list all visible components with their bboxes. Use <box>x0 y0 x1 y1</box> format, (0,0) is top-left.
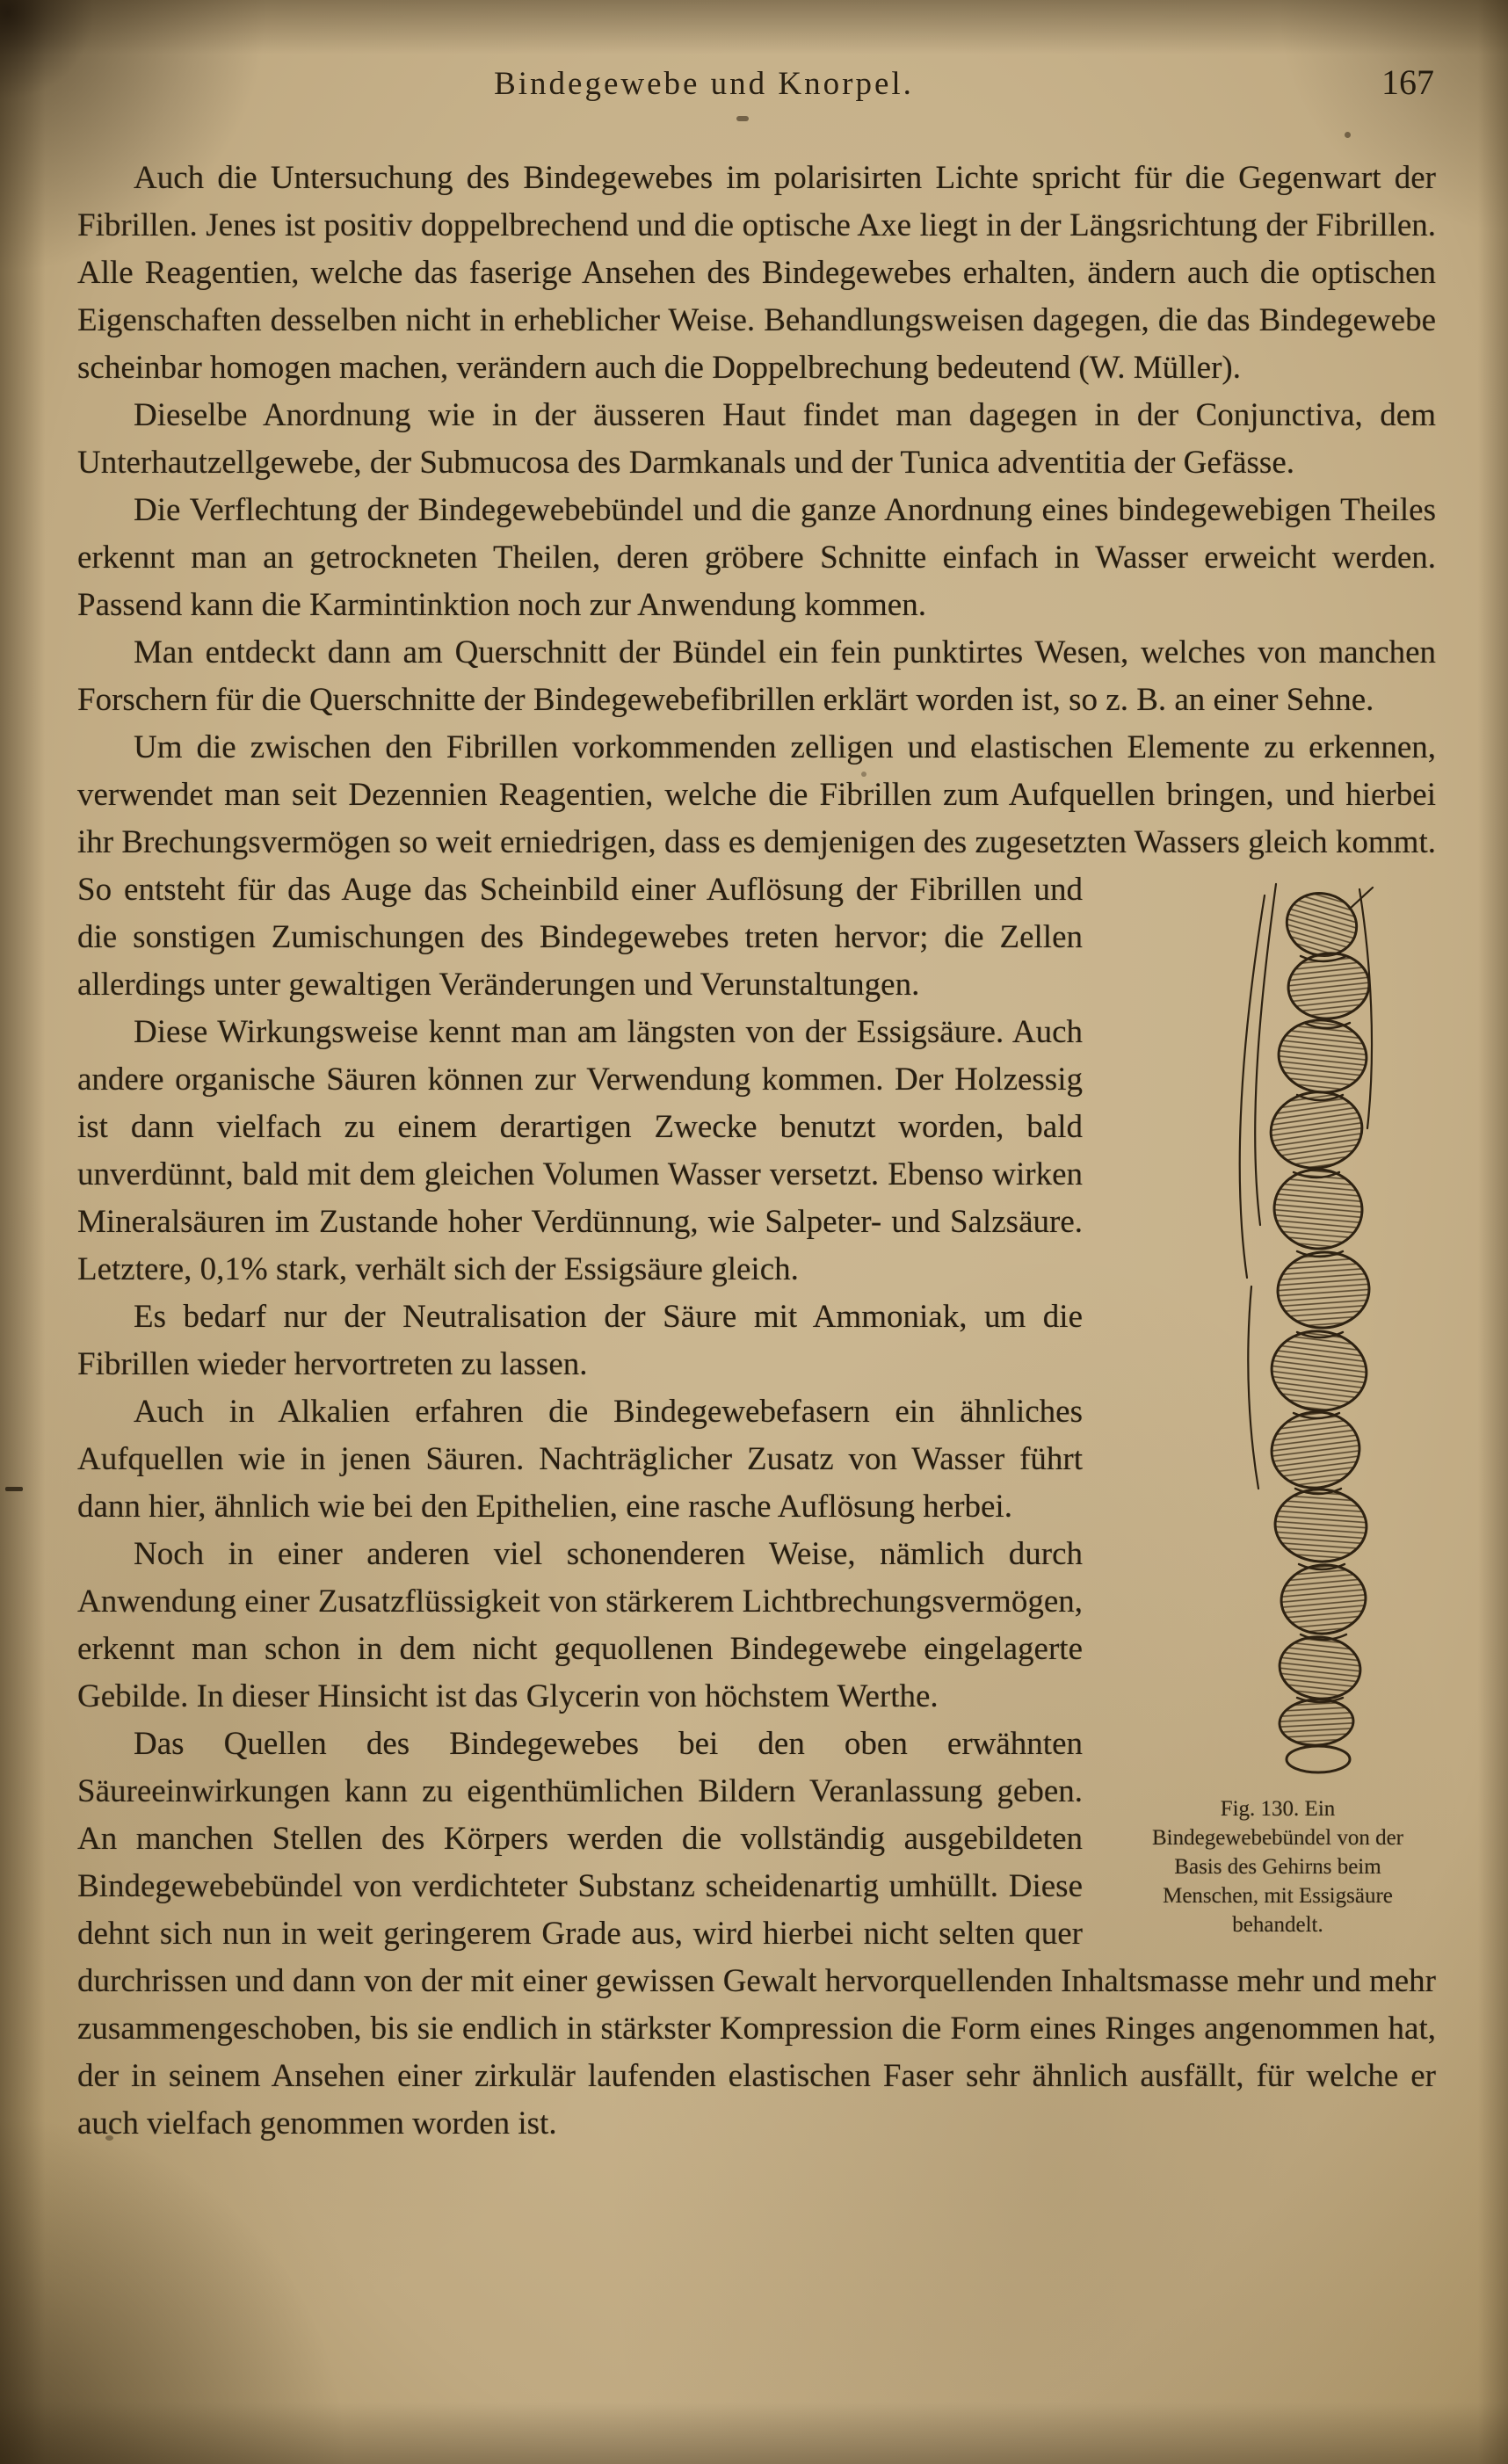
text-block <box>77 155 1436 2148</box>
paragraph-9: Noch in einer anderen viel schonenderen Weise, nämlich durch Anwendung einer Zusatzflüssigkeit von stärkerem Lichtbrechungsvermögen, erkennt man schon in dem nicht gequollenen Bindegewebe eingelagerte Gebilde. In dieser Hinsicht ist das Glycerin von höchstem Werthe. <box>77 1536 1083 1714</box>
figure-drawing <box>1146 873 1410 1779</box>
print-artifact <box>736 116 749 121</box>
paragraph-3: Die Verflechtung der Bindegewebebündel und die ganze Anordnung eines bindegewebigen Theiles erkennt man an getrockneten Theilen, deren gröbere Schnitte einfach in Wasser erweicht werden. Passend kann die Karmintinktion noch zur Anwendung kommen. <box>77 492 1436 623</box>
paragraph-5-narrow: entsteht für das Auge das Scheinbild einer Auflösung der Fibrillen und die sonstigen Zumischungen des Bindegewebes treten hervor; die Zellen allerdings unter gewaltigen Veränderungen und Verunstaltungen. <box>77 872 1084 1003</box>
figure-130 <box>1120 873 1436 1939</box>
paragraph-4: Man entdeckt dann am Querschnitt der Bündel ein fein punktirtes Wesen, welches von manchen Forschern für die Querschnitte der Bindegewebefibrillen erklärt worden ist, so z. B. an einer Sehne. <box>77 634 1436 718</box>
paragraph-2: Dieselbe Anordnung wie in der äusseren Haut findet man dagegen in der Conjunctiva, dem Unterhautzellgewebe, der Submucosa des Darmkanals und der Tunica adventitia der Gefässe. <box>77 397 1436 481</box>
paragraph-5-wide: Um die zwischen den Fibrillen vorkommenden zelligen und elastischen Elemente zu erkennen, verwendet man seit Dezennien Reagentien, welche die Fibrillen zum Aufquellen bringen, und hierbei ihr Brechungsvermögen so weit erniedrigen, dass es demjenigen des zugesetzten Wassers gleich kommt. So <box>77 729 1436 908</box>
paper-speck <box>1345 132 1351 138</box>
figure-caption: Fig. 130. Ein Bindegewebebündel von der Basis des Gehirns beim Menschen, mit Essigsäure behandelt. <box>1151 1797 1404 1937</box>
paragraph-10: Das Quellen des Bindegewebes bei den oben erwähnten Säureeinwirkungen kann zu eigenthümlichen Bildern Veranlassung geben. An manchen Stellen des Körpers werden die vollständig ausgebildeten Bindegewebebündel von verdichteter Substanz scheidenartig umhüllt. Diese dehnt sich nun in weit geringerem Grade aus, wird hierbei nicht selten quer durchrissen und dann von der mit einer gewissen Gewalt hervorquellenden Inhaltsmasse mehr und mehr zusammengeschoben, bis sie endlich in stärkster Kompression die Form eines Ringes angenommen hat, der in seinem Ansehen einer zirkulär laufenden elastischen Faser sehr ähnlich ausfällt, für welche er auch vielfach genommen worden ist. <box>77 1726 1436 2142</box>
paragraph-8: Auch in Alkalien erfahren die Bindegewebefasern ein ähnliches Aufquellen wie in jenen Säuren. Nachträglicher Zusatz von Wasser führt dann hier, ähnlich wie bei den Epithelien, eine rasche Auflösung herbei. <box>77 1394 1083 1525</box>
running-header-title: Bindegewebe und Knorpel. <box>494 66 914 102</box>
paragraph-7: Es bedarf nur der Neutralisation der Säure mit Ammoniak, um die Fibrillen wieder hervortreten zu lassen. <box>77 1299 1083 1382</box>
paragraph-1: Auch die Untersuchung des Bindegewebes im polarisirten Lichte spricht für die Gegenwart der Fibrillen. Jenes ist positiv doppelbrechend und die optische Axe liegt in der Längsrichtung der Fibrillen. Alle Reagentien, welche das faserige Ansehen des Bindegewebes erhalten, ändern auch die optischen Eigenschaften desselben nicht in erheblicher Weise. Behandlungsweisen dagegen, die das Bindegewebe scheinbar homogen machen, verändern auch die Doppelbrechung bedeutend (W. Müller). <box>77 160 1436 386</box>
margin-mark <box>5 1487 23 1491</box>
page-header <box>77 62 1436 118</box>
page-number: 167 <box>1381 62 1434 102</box>
paragraph-6: Diese Wirkungsweise kennt man am längsten von der Essigsäure. Auch andere organische Säuren können zur Verwendung kommen. Der Holzessig ist dann vielfach zu einem derartigen Zwecke benutzt worden, bald unverdünnt, bald mit dem gleichen Volumen Wasser versetzt. Ebenso wirken Mineralsäuren im Zustande hoher Verdünnung, wie Salpeter- und Salzsäure. Letztere, 0,1% stark, verhält sich der Essigsäure gleich. <box>77 1014 1083 1287</box>
